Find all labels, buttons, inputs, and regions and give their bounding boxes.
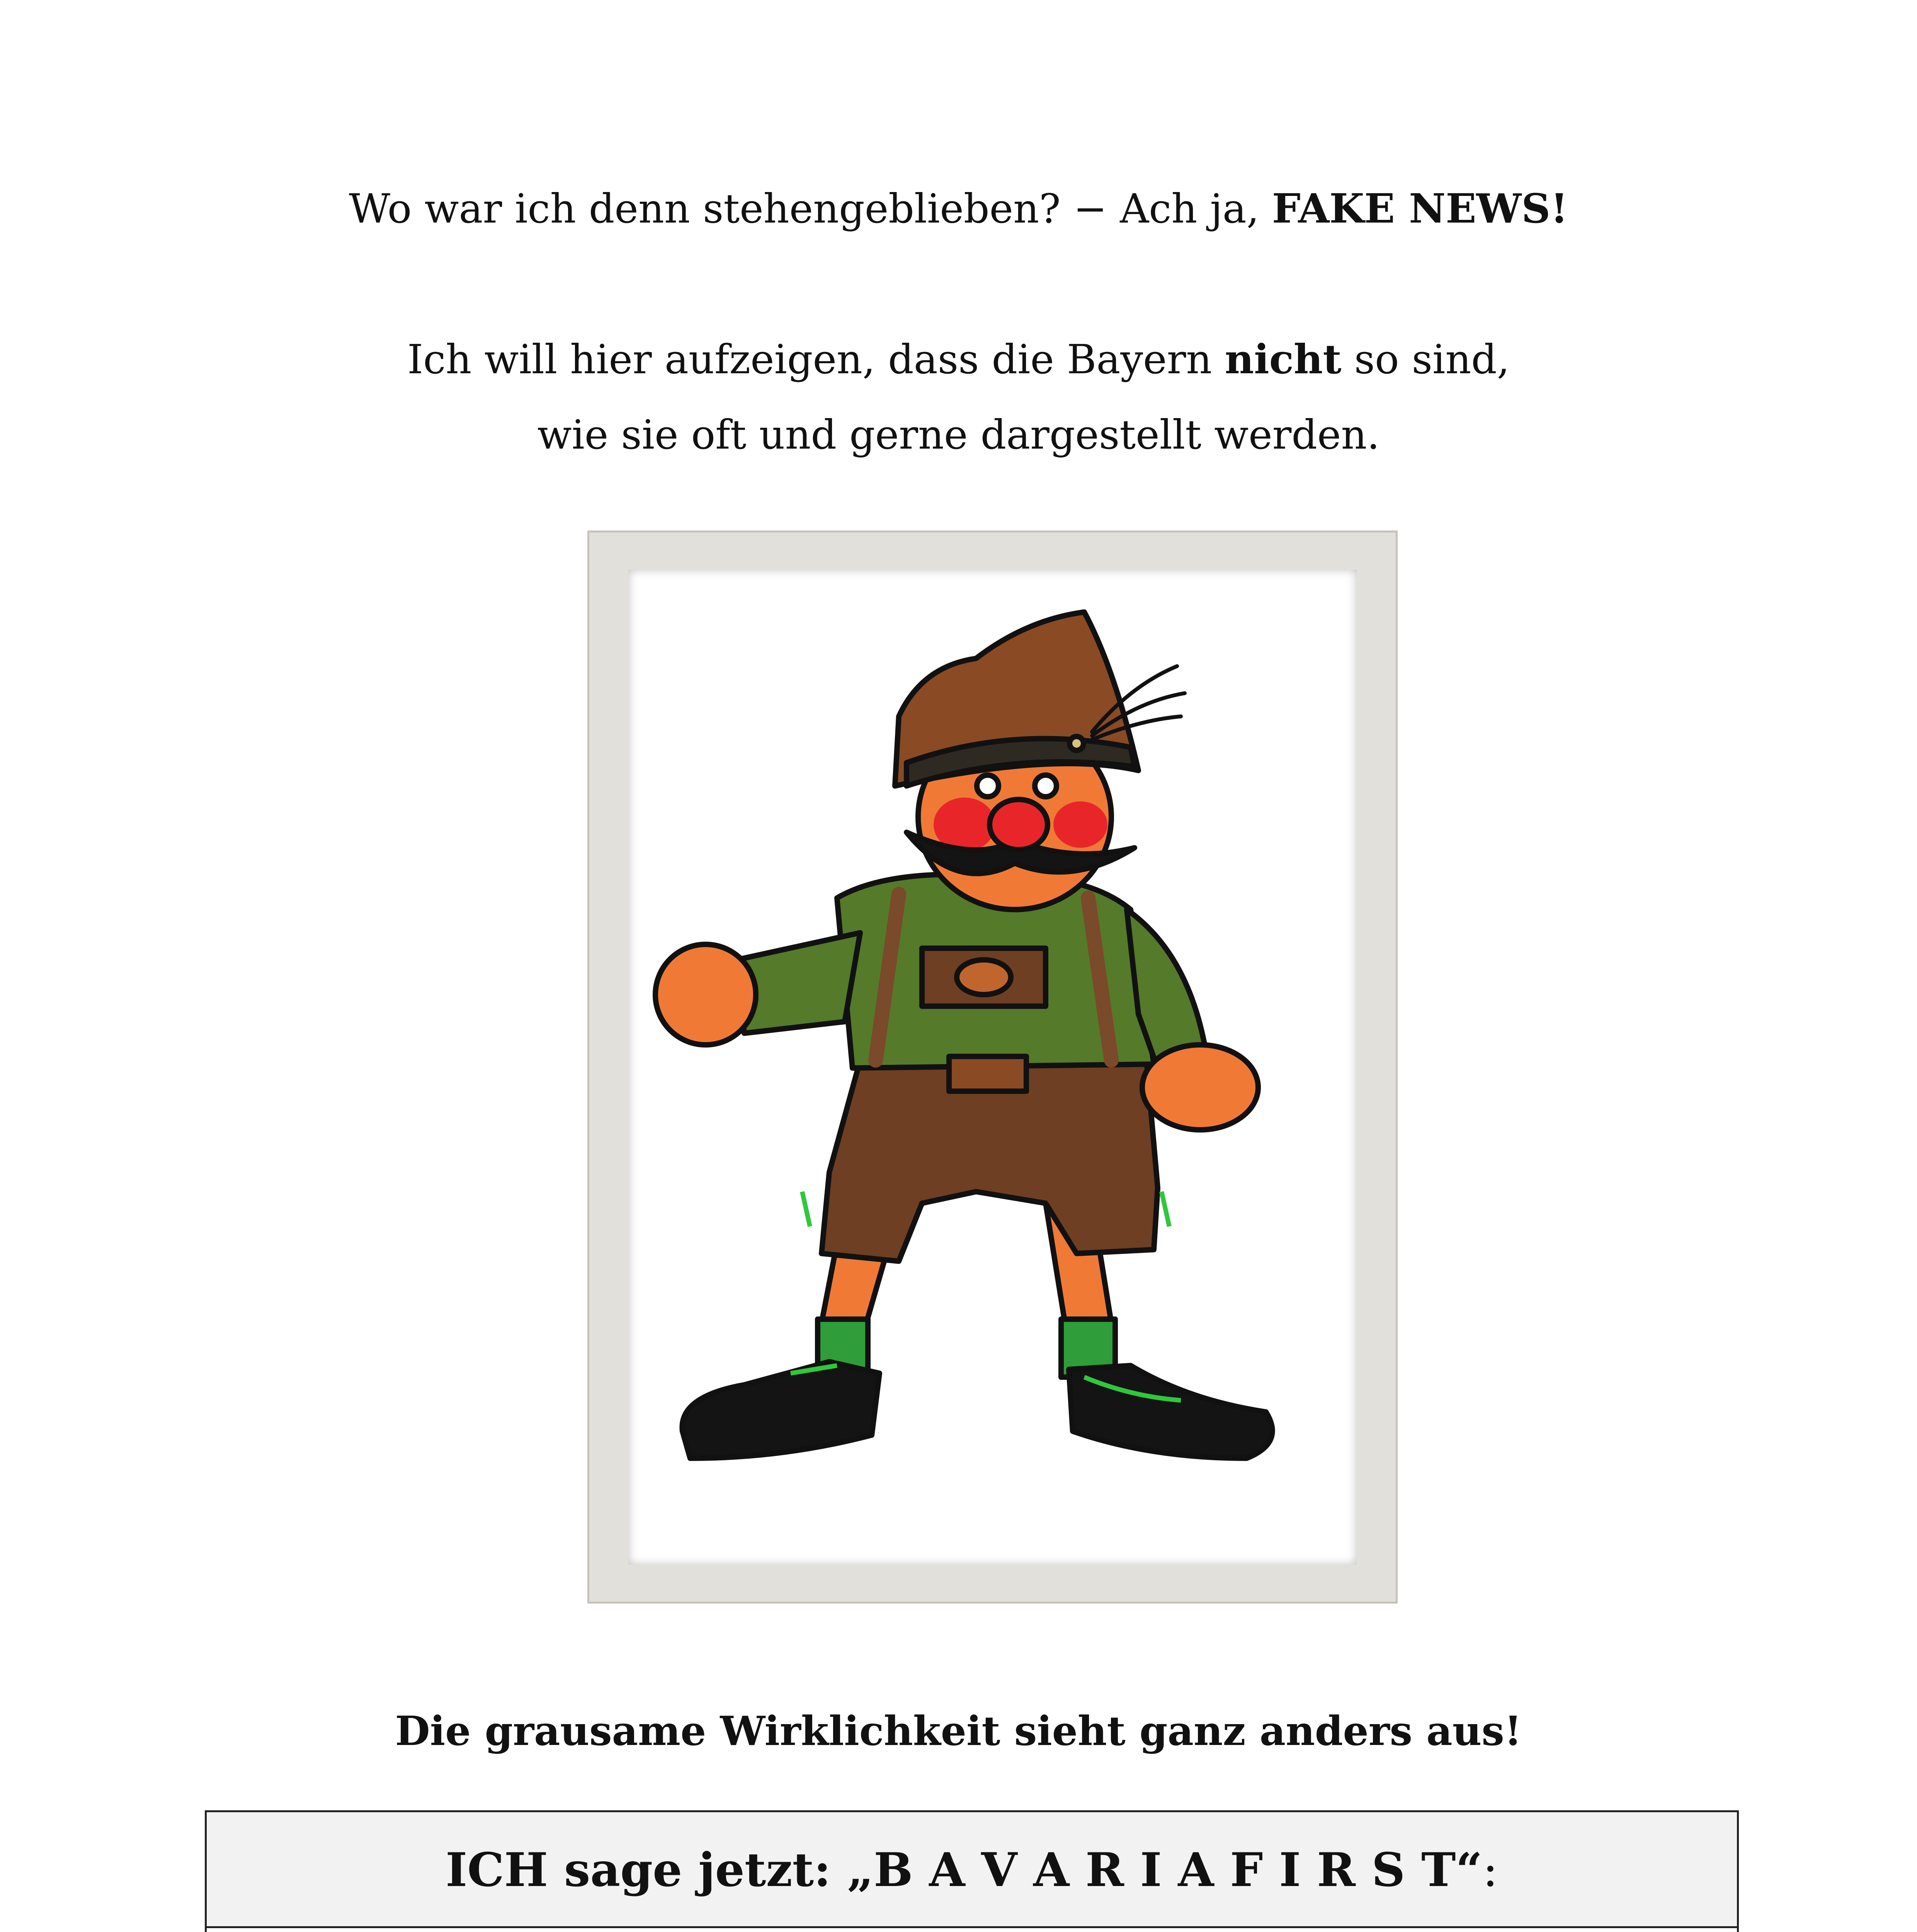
caption: Die grausame Wirklichkeit sieht ganz anders aus! [395, 1707, 1522, 1755]
bavarian-man-illustration [628, 570, 1357, 1565]
illustration [628, 570, 1357, 1565]
box-heading [207, 1812, 1737, 1928]
quote-box [205, 1810, 1739, 1932]
heading-colon: : [1482, 1844, 1498, 1897]
quote-1 [207, 1928, 1737, 1932]
intro-line-2-post: so sind, [1341, 336, 1510, 383]
fake-news-text: FAKE NEWS! [1272, 185, 1568, 232]
intro-line-2 [0, 332, 1917, 386]
intro-line-2-pre: Ich will hier aufzeigen, dass die Bayern [407, 336, 1225, 383]
nicht-text: nicht [1225, 335, 1342, 383]
intro-line-1 [0, 182, 1917, 236]
intro-line-1-text: Wo war ich denn stehengeblieben? − Ach ja, [349, 185, 1272, 232]
bavaria-first-heading: ICH sage jetzt: „B A V A R I A F I R S T“ [446, 1843, 1483, 1897]
intro-line-3: wie sie oft und gerne dargestellt werden. [537, 411, 1380, 458]
